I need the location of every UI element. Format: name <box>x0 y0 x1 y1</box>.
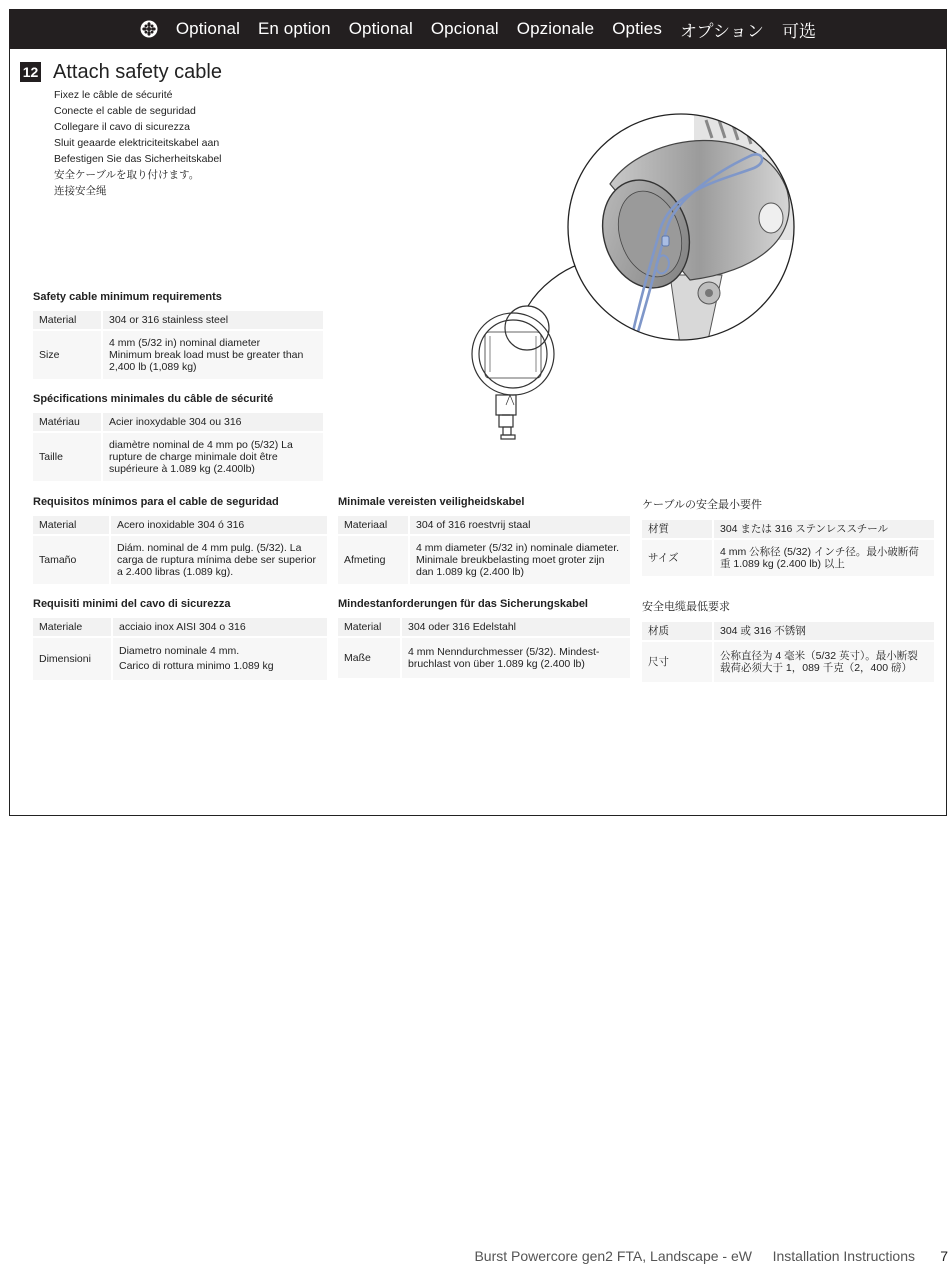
spec-key: Material <box>33 516 111 534</box>
spec-table-de <box>338 616 630 680</box>
spec-row-material <box>338 618 630 636</box>
spec-key: サイズ <box>642 540 714 576</box>
spec-heading-ja: ケーブルの安全最小要件 <box>642 499 763 511</box>
banner-label-de: Opties <box>612 19 662 38</box>
step-translations <box>54 87 222 199</box>
spec-value: Acier inoxydable 304 ou 316 <box>103 413 323 431</box>
spec-value: acciaio inox AISI 304 o 316 <box>113 618 327 636</box>
spec-block-en <box>33 291 323 381</box>
spec-block-fr <box>33 393 323 483</box>
spec-row-material <box>33 413 323 431</box>
translation-zh: 连接安全绳 <box>54 185 107 197</box>
spec-key: Tamaño <box>33 536 111 584</box>
footer-document-title: Burst Powercore gen2 FTA, Landscape - eW <box>474 1248 752 1264</box>
spec-row-material <box>33 311 323 329</box>
spec-block-zh <box>642 598 934 684</box>
spec-row-size <box>33 536 327 584</box>
spec-key: Maße <box>338 638 402 678</box>
banner-label-ja: オプション <box>679 21 764 41</box>
banner-label-zh: 可选 <box>781 21 817 41</box>
spec-row-material <box>338 516 630 534</box>
spec-value: 304 または 316 ステンレススチール <box>714 520 934 538</box>
spec-table-ja <box>642 518 934 578</box>
spec-table-zh <box>642 620 934 684</box>
spec-value: 304 或 316 不锈钢 <box>714 622 934 640</box>
footer-section: Installation Instructions <box>772 1248 915 1264</box>
spec-key: Material <box>33 311 103 329</box>
spec-key: Matériau <box>33 413 103 431</box>
spec-block-it <box>33 598 327 682</box>
spec-heading-zh: 安全电缆最低要求 <box>642 601 730 613</box>
translation-ja: 安全ケーブルを取り付けます。 <box>54 169 200 181</box>
spec-row-size <box>33 331 323 379</box>
step-title: Attach safety cable <box>53 61 222 83</box>
banner-label-nl: Optional <box>348 19 413 38</box>
spec-heading-it: Requisiti minimi del cavo di sicurezza <box>33 598 231 610</box>
spec-heading-en: Safety cable minimum requirements <box>33 291 222 303</box>
translation-nl: Sluit geaarde elektriciteitskabel aan <box>54 137 220 149</box>
spec-key: 尺寸 <box>642 642 714 682</box>
spec-row-material <box>33 516 327 534</box>
spec-table-es <box>33 514 327 586</box>
spec-key: 材質 <box>642 520 714 538</box>
optional-banner <box>9 9 947 49</box>
spec-heading-fr: Spécifications minimales du câble de sécurité <box>33 393 274 405</box>
translation-de: Befestigen Sie das Sicherheitskabel <box>54 153 222 165</box>
spec-key: Afmeting <box>338 536 410 584</box>
spec-heading-nl: Minimale vereisten veiligheidskabel <box>338 496 525 508</box>
spec-value: 4 mm 公称径 (5/32) インチ径。最小破断荷重 1.089 kg (2.400 lb) 以上 <box>714 540 934 576</box>
spec-heading-de: Mindestanforderungen für das Sicherungskabel <box>338 598 588 610</box>
spec-row-size <box>338 638 630 678</box>
spec-key: Dimensioni <box>33 638 113 680</box>
spec-row-material <box>33 618 327 636</box>
spec-value: Diametro nominale 4 mm. Carico di rottura minimo 1.089 kg <box>113 638 327 680</box>
spec-table-fr <box>33 411 323 483</box>
spec-key: Materiale <box>33 618 113 636</box>
spec-row-size <box>33 433 323 481</box>
spec-key: Materiaal <box>338 516 410 534</box>
banner-label-it: Opzionale <box>516 19 595 38</box>
spec-table-en <box>33 309 323 381</box>
spec-value: 304 oder 316 Edelstahl <box>402 618 630 636</box>
banner-label-fr: En option <box>257 19 331 38</box>
spec-value: 304 or 316 stainless steel <box>103 311 323 329</box>
spec-key: 材质 <box>642 622 714 640</box>
translation-it: Collegare il cavo di sicurezza <box>54 121 190 133</box>
safety-cable-illustration <box>462 110 802 455</box>
spec-value: 304 of 316 roestvrij staal <box>410 516 630 534</box>
spec-block-de <box>338 598 630 680</box>
zoom-detail-view <box>568 114 802 345</box>
spec-value: 4 mm Nenndurchmesser (5/32). Mindest-bruchlast von über 1.089 kg (2.400 lb) <box>402 638 630 678</box>
spec-row-size <box>338 536 630 584</box>
spec-row-size <box>642 642 934 682</box>
spec-key: Taille <box>33 433 103 481</box>
spec-value: diamètre nominal de 4 mm po (5/32) La rupture de charge minimale doit être supérieure à 1.089 kg (2.400lb) <box>103 433 323 481</box>
optional-gear-icon <box>140 20 158 38</box>
spec-row-size <box>33 638 327 680</box>
banner-label-es: Opcional <box>430 19 499 38</box>
spec-value: Acero inoxidable 304 ó 316 <box>111 516 327 534</box>
spec-block-es <box>33 496 327 586</box>
fixture-small-view <box>472 306 554 439</box>
spec-key: Size <box>33 331 103 379</box>
spec-heading-es: Requisitos mínimos para el cable de seguridad <box>33 496 279 508</box>
spec-value: 公称直径为 4 毫米（5/32 英寸）。最小断裂载荷必须大于 1，089 千克（2，400 磅） <box>714 642 934 682</box>
banner-label-en: Optional <box>175 19 240 38</box>
page-number: 7 <box>940 1248 948 1264</box>
spec-row-size <box>642 540 934 576</box>
step-number: 12 <box>20 62 41 82</box>
spec-block-nl <box>338 496 630 586</box>
spec-row-material <box>642 622 934 640</box>
spec-block-ja <box>642 496 934 578</box>
spec-value: 4 mm (5/32 in) nominal diameter Minimum break load must be greater than 2,400 lb (1,089 kg) <box>103 331 323 379</box>
spec-value: 4 mm diameter (5/32 in) nominale diameter. Minimale breukbelasting moet groter zijn dan 1.089 kg (2.400 lb) <box>410 536 630 584</box>
spec-key: Material <box>338 618 402 636</box>
spec-table-it <box>33 616 327 682</box>
translation-fr: Fixez le câble de sécurité <box>54 89 173 101</box>
translation-es: Conecte el cable de seguridad <box>54 105 196 117</box>
spec-table-nl <box>338 514 630 586</box>
spec-value: Diám. nominal de 4 mm pulg. (5/32). La carga de ruptura mínima debe ser superior a 2.400 libras (1.089 kg). <box>111 536 327 584</box>
spec-row-material <box>642 520 934 538</box>
